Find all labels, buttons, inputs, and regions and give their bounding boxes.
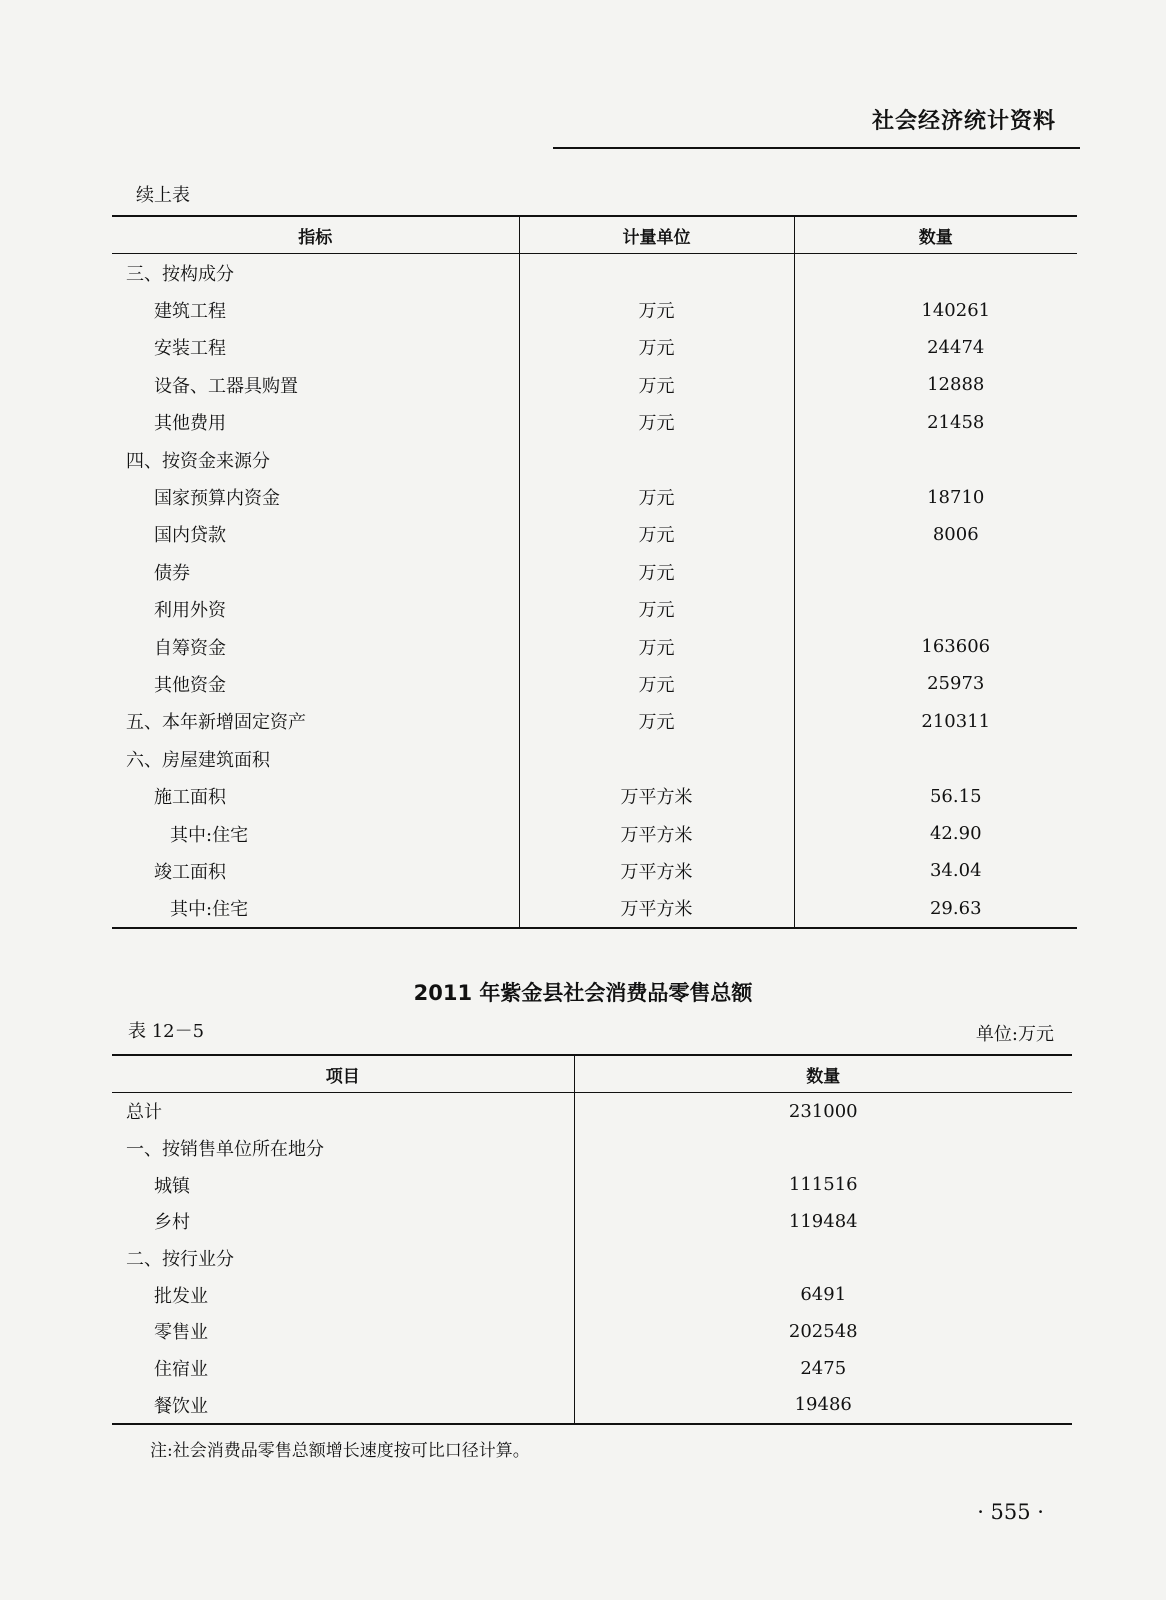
unit-cell: 万元: [519, 703, 794, 740]
quantity-cell: 12888: [927, 374, 985, 396]
quantity-cell: 8006: [932, 523, 979, 545]
table-row: [112, 1203, 1072, 1240]
indicator-cell: 自筹资金: [112, 628, 519, 665]
table-row: [112, 1240, 1072, 1277]
table-row: [112, 1313, 1072, 1350]
quantity-cell: 111516: [788, 1174, 858, 1196]
unit-cell: 万元: [519, 553, 794, 590]
quantity-cell: 210311: [921, 710, 991, 732]
item-cell: 零售业: [112, 1313, 574, 1350]
indicator-cell: 设备、工器具购置: [112, 366, 519, 403]
indicator-cell: 利用外资: [112, 591, 519, 628]
item-cell: 总计: [112, 1093, 574, 1130]
item-cell: 二、按行业分: [112, 1240, 574, 1277]
table-row: [112, 665, 1077, 702]
unit-cell: 万元: [519, 665, 794, 702]
item-cell: 乡村: [112, 1203, 574, 1240]
item-cell: 一、按销售单位所在地分: [112, 1130, 574, 1167]
quantity-cell: 29.63: [929, 897, 982, 919]
col-header-item: 项目: [112, 1055, 574, 1093]
table2-title: 2011 年紫金县社会消费品零售总额: [413, 981, 753, 1005]
item-cell: 住宿业: [112, 1350, 574, 1387]
retail-sales-table: [112, 1054, 1072, 1425]
quantity-cell: 24474: [927, 336, 985, 358]
quantity-cell: 6491: [800, 1284, 847, 1306]
quantity-cell: 119484: [788, 1210, 858, 1232]
table-row: [112, 815, 1077, 852]
indicator-cell: 债券: [112, 553, 519, 590]
item-cell: 城镇: [112, 1166, 574, 1203]
table-row: [112, 404, 1077, 441]
quantity-cell: 19486: [794, 1394, 852, 1416]
quantity-cell: 18710: [927, 486, 985, 508]
indicator-cell: 其中:住宅: [112, 890, 519, 928]
table-row: [112, 291, 1077, 328]
quantity-cell: 202548: [788, 1320, 858, 1342]
table-row: [112, 441, 1077, 478]
quantity-cell: 140261: [921, 299, 991, 321]
indicator-cell: 其他费用: [112, 404, 519, 441]
indicator-cell: 其中:住宅: [112, 815, 519, 852]
quantity-cell: [794, 254, 1077, 292]
unit-cell: 万元: [519, 628, 794, 665]
quantity-cell: [794, 553, 1077, 590]
table2-header-row: [112, 1055, 1072, 1093]
page-number: · 555 ·: [977, 1500, 1044, 1524]
table-row: [112, 516, 1077, 553]
table-row: [112, 852, 1077, 889]
table-row: [112, 1166, 1072, 1203]
quantity-cell: 42.90: [929, 823, 982, 845]
table1-body: [112, 254, 1077, 929]
indicator-cell: 三、按构成分: [112, 254, 519, 292]
col-header-quantity: 数量: [918, 227, 953, 248]
unit-cell: [519, 740, 794, 777]
table-row: [112, 1387, 1072, 1425]
col-header-quantity: 数量: [806, 1066, 841, 1087]
table-row: [112, 478, 1077, 515]
table2-number: 表 12－5: [128, 1021, 205, 1042]
item-cell: 批发业: [112, 1276, 574, 1313]
col-header-unit: 计量单位: [519, 216, 794, 254]
table2-unit-note: 单位:万元: [975, 1024, 1054, 1045]
table-row: [112, 890, 1077, 928]
quantity-cell: 34.04: [929, 860, 982, 882]
table-row: [112, 366, 1077, 403]
unit-cell: 万元: [519, 329, 794, 366]
indicator-cell: 其他资金: [112, 665, 519, 702]
unit-cell: 万平方米: [519, 815, 794, 852]
table2-body: [112, 1093, 1072, 1425]
table1-caption: 续上表: [136, 185, 190, 206]
table-row: [112, 553, 1077, 590]
indicator-cell: 安装工程: [112, 329, 519, 366]
unit-cell: 万元: [519, 366, 794, 403]
table-row: [112, 1276, 1072, 1313]
unit-cell: 万平方米: [519, 890, 794, 928]
unit-cell: 万元: [519, 478, 794, 515]
quantity-cell: [574, 1130, 1072, 1167]
unit-cell: [519, 441, 794, 478]
indicator-cell: 建筑工程: [112, 291, 519, 328]
unit-cell: 万元: [519, 291, 794, 328]
quantity-cell: [794, 441, 1077, 478]
unit-cell: 万元: [519, 516, 794, 553]
footnote: 注:社会消费品零售总额增长速度按可比口径计算。: [150, 1441, 530, 1461]
quantity-cell: [794, 740, 1077, 777]
table-row: [112, 254, 1077, 292]
unit-cell: 万平方米: [519, 777, 794, 814]
indicator-cell: 竣工面积: [112, 852, 519, 889]
quantity-cell: 21458: [927, 411, 985, 433]
unit-cell: [519, 254, 794, 292]
indicator-cell: 五、本年新增固定资产: [112, 703, 519, 740]
item-cell: 餐饮业: [112, 1387, 574, 1425]
table1-header-row: [112, 216, 1077, 254]
quantity-cell: [794, 591, 1077, 628]
indicator-cell: 国家预算内资金: [112, 478, 519, 515]
table-row: [112, 628, 1077, 665]
header-rule: [553, 147, 1080, 149]
running-header: 社会经济统计资料: [871, 109, 1056, 134]
quantity-cell: 2475: [800, 1357, 847, 1379]
table-row: [112, 1130, 1072, 1167]
quantity-cell: 25973: [927, 673, 985, 695]
indicator-cell: 施工面积: [112, 777, 519, 814]
quantity-cell: 56.15: [929, 785, 982, 807]
indicator-cell: 国内贷款: [112, 516, 519, 553]
table-row: [112, 329, 1077, 366]
quantity-cell: [574, 1240, 1072, 1277]
col-header-indicator: 指标: [112, 216, 519, 254]
indicator-cell: 四、按资金来源分: [112, 441, 519, 478]
table-row: [112, 777, 1077, 814]
unit-cell: 万元: [519, 404, 794, 441]
table-row: [112, 703, 1077, 740]
unit-cell: 万平方米: [519, 852, 794, 889]
indicator-cell: 六、房屋建筑面积: [112, 740, 519, 777]
investment-table: [112, 215, 1077, 929]
quantity-cell: 163606: [921, 636, 991, 658]
table-row: [112, 1350, 1072, 1387]
table-row: [112, 591, 1077, 628]
table-row: [112, 1093, 1072, 1130]
table-row: [112, 740, 1077, 777]
unit-cell: 万元: [519, 591, 794, 628]
quantity-cell: 231000: [788, 1100, 858, 1122]
